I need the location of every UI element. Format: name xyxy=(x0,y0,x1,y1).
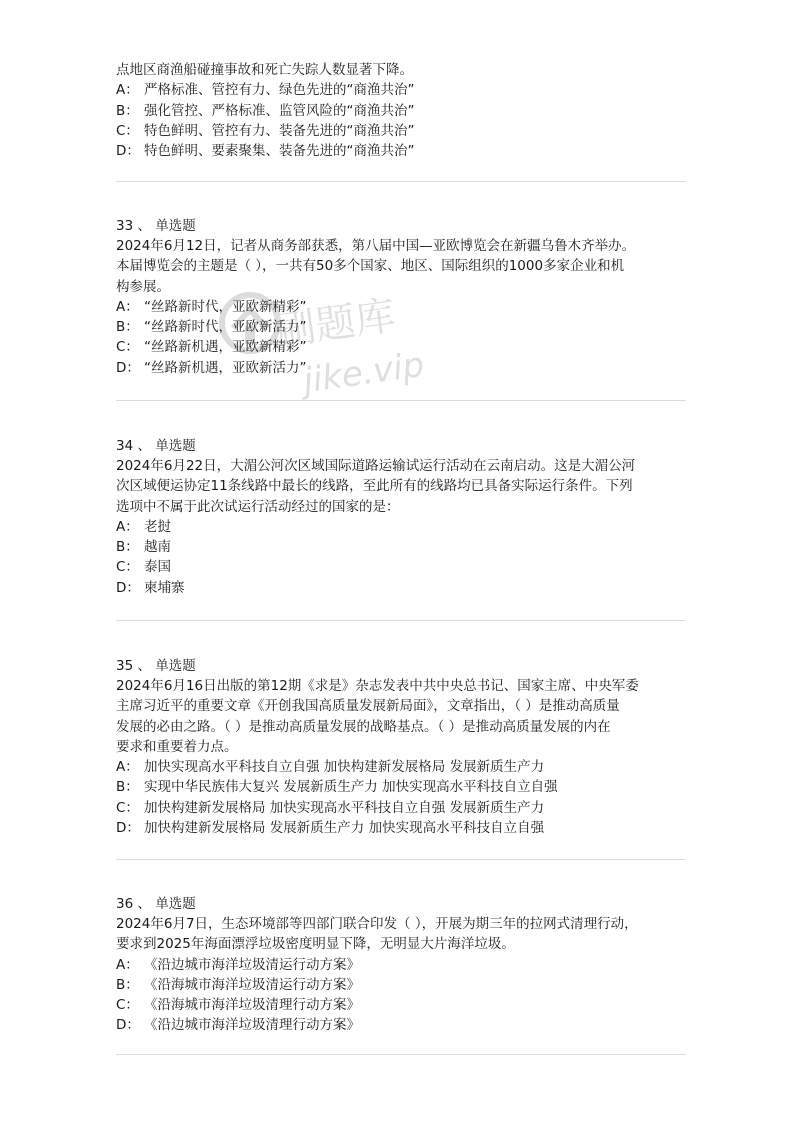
option-c[interactable]: C： “丝路新机遇，亚欧新精彩” xyxy=(116,339,307,356)
option-b[interactable]: B： “丝路新时代，亚欧新活力” xyxy=(116,319,307,336)
question-header: 34 、 单选题 xyxy=(116,438,196,454)
option-a[interactable]: A： 老挝 xyxy=(116,518,171,535)
question-header: 36 、 单选题 xyxy=(116,896,196,912)
question-stem-line: 要求到2025年海面漂浮垃圾密度明显下降，无明显大片海洋垃圾。 xyxy=(116,936,515,953)
option-b[interactable]: B： 《沿海城市海洋垃圾清运行动方案》 xyxy=(116,976,360,993)
option-a[interactable]: A： 加快实现高水平科技自立自强 加快构建新发展格局 发展新质生产力 xyxy=(116,759,545,776)
option-d[interactable]: D： 特色鲜明、要素聚集、装备先进的“商渔共治” xyxy=(116,143,415,160)
question-stem-line: 2024年6月7日，生态环境部等四部门联合印发（ ），开展为期三年的拉网式清理行动， xyxy=(116,916,638,932)
divider xyxy=(116,1054,686,1055)
question-stem-line: 次区域便运协定11条线路中最长的线路，至此所有的线路均已具备实际运行条件。下列 xyxy=(116,478,633,495)
divider xyxy=(116,400,686,401)
question-33 xyxy=(116,216,686,378)
option-d[interactable]: D： “丝路新机遇，亚欧新活力” xyxy=(116,359,307,376)
option-a[interactable]: A： 《沿边城市海洋垃圾清运行动方案》 xyxy=(116,956,360,973)
question-header: 33 、 单选题 xyxy=(116,218,196,234)
question-stem-line: 主席习近平的重要文章《开创我国高质量发展新局面》，文章指出，（ ）是推动高质量 xyxy=(116,698,620,715)
question-stem-tail: 点地区商渔船碰撞事故和死亡失踪人数显著下降。 xyxy=(116,62,413,78)
question-stem-line: 2024年6月16日出版的第12期《求是》杂志发表中共中央总书记、国家主席、中央军委 xyxy=(116,678,639,694)
question-header: 35 、 单选题 xyxy=(116,658,196,674)
option-a[interactable]: A： 严格标准、管控有力、绿色先进的“商渔共治” xyxy=(116,82,415,99)
option-a[interactable]: A： “丝路新时代，亚欧新精彩” xyxy=(116,298,307,315)
divider xyxy=(116,620,686,621)
option-c[interactable]: C： 泰国 xyxy=(116,559,171,576)
divider xyxy=(116,181,686,182)
divider xyxy=(116,859,686,860)
option-c[interactable]: C： 特色鲜明、管控有力、装备先进的“商渔共治” xyxy=(116,122,415,139)
watermark-url: jike.vip xyxy=(300,344,427,402)
option-b[interactable]: B： 实现中华民族伟大复兴 发展新质生产力 加快实现高水平科技自立自强 xyxy=(116,779,558,796)
option-d[interactable]: D： 柬埔寨 xyxy=(116,579,185,596)
option-d[interactable]: D： 加快构建新发展格局 发展新质生产力 加快实现高水平科技自立自强 xyxy=(116,820,545,837)
option-b[interactable]: B： 强化管控、严格标准、监管风险的“商渔共治” xyxy=(116,102,415,119)
question-stem-line: 选项中不属于此次试运行活动经过的国家的是： xyxy=(116,498,400,515)
question-partial xyxy=(116,60,686,161)
question-stem-line: 2024年6月22日，大湄公河次区域国际道路运输试运行活动在云南启动。这是大湄公河 xyxy=(116,458,636,474)
question-stem-line: 要求和重要着力点。 xyxy=(116,738,238,755)
question-35 xyxy=(116,656,686,838)
question-stem-line: 构参展。 xyxy=(116,278,170,295)
option-b[interactable]: B： 越南 xyxy=(116,539,171,556)
option-d[interactable]: D： 《沿边城市海洋垃圾清理行动方案》 xyxy=(116,1017,360,1034)
question-stem-line: 本届博览会的主题是（ ），一共有50多个国家、地区、国际组织的1000多家企业和机 xyxy=(116,258,625,275)
watermark-text: 刷题库 xyxy=(272,292,399,356)
option-c[interactable]: C： 《沿海城市海洋垃圾清理行动方案》 xyxy=(116,997,360,1014)
question-stem-line: 发展的必由之路。（ ）是推动高质量发展的战略基点。（ ）是推动高质量发展的内在 xyxy=(116,718,611,735)
question-34 xyxy=(116,436,686,598)
question-36 xyxy=(116,894,686,1036)
option-c[interactable]: C： 加快构建新发展格局 加快实现高水平科技自立自强 发展新质生产力 xyxy=(116,799,545,816)
question-stem-line: 2024年6月12日，记者从商务部获悉，第八届中国—亚欧博览会在新疆乌鲁木齐举办。 xyxy=(116,238,636,254)
